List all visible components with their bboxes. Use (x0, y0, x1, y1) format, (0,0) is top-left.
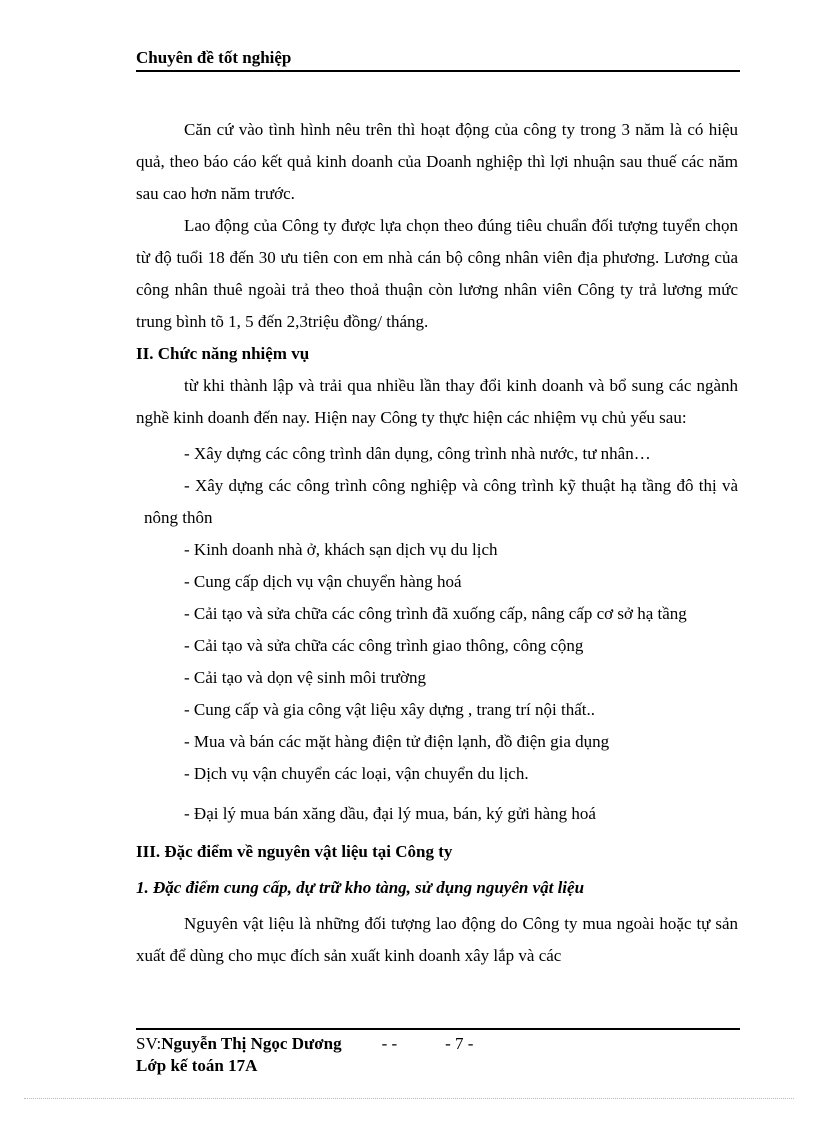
page-number: - 7 - (445, 1034, 474, 1053)
list-item: - Xây dựng các công trình dân dụng, công trình nhà nước, tư nhân… (184, 444, 651, 463)
list-item: - Dịch vụ vận chuyển các loại, vận chuyển du lịch. (184, 764, 529, 783)
list-item: - Đại lý mua bán xăng dầu, đại lý mua, bán, ký gửi hàng hoá (184, 804, 596, 823)
student-name: Nguyễn Thị Ngọc Dương (161, 1034, 342, 1053)
list-item: - Kinh doanh nhà ở, khách sạn dịch vụ du lịch (184, 540, 498, 559)
paragraph: Căn cứ vào tình hình nêu trên thì hoạt động của công ty trong 3 năm là có hiệu quả, theo báo cáo kết quả kinh doanh của Doanh nghiệp thì lợi nhuận sau thuế các năm sau cao hơn năm trước. (136, 120, 738, 203)
footer-dash: - - (381, 1034, 398, 1053)
page-boundary-divider (24, 1098, 794, 1099)
list-item: - Cải tạo và sửa chữa các công trình giao thông, công cộng (184, 636, 584, 655)
list-item: - Cung cấp dịch vụ vận chuyển hàng hoá (184, 572, 462, 591)
paragraph: Nguyên vật liệu là những đối tượng lao động do Công ty mua ngoài hoặc tự sản xuất để dùng cho mục đích sản xuất kinh doanh xây lắp và các (136, 914, 738, 965)
section-heading: II. Chức năng nhiệm vụ (136, 344, 310, 363)
header-title: Chuyên đề tốt nghiệp (136, 48, 292, 67)
paragraph: Lao động của Công ty được lựa chọn theo đúng tiêu chuẩn đối tượng tuyển chọn từ độ tuổi 18 đến 30 ưu tiên con em nhà cán bộ công nhân viên địa phương. Lương của công nhân thuê ngoài trả theo thoả thuận còn lương nhân viên Công ty trả lương mức trung bình tõ 1, 5 đến 2,3triệu đồng/ tháng. (136, 216, 738, 331)
subsection-heading: 1. Đặc điểm cung cấp, dự trữ kho tàng, sử dụng nguyên vật liệu (136, 878, 585, 897)
page-footer (136, 1028, 740, 1077)
page-header (136, 48, 740, 72)
document-body (136, 114, 738, 972)
list-item: - Cải tạo và sửa chữa các công trình đã xuống cấp, nâng cấp cơ sở hạ tầng (184, 604, 687, 623)
sv-label: SV: (136, 1034, 162, 1053)
section-heading: III. Đặc điểm về nguyên vật liệu tại Công ty (136, 842, 453, 861)
paragraph: từ khi thành lập và trải qua nhiều lần thay đổi kinh doanh và bổ sung các ngành nghề kinh doanh đến nay. Hiện nay Công ty thực hiện các nhiệm vụ chủ yếu sau: (136, 376, 738, 427)
list-item: - Xây dựng các công trình công nghiệp và công trình kỹ thuật hạ tầng đô thị và nông thôn (144, 476, 738, 527)
list-item: - Cung cấp và gia công vật liệu xây dựng , trang trí nội thất.. (184, 700, 595, 719)
list-item: - Mua và bán các mặt hàng điện tử điện lạnh, đồ điện gia dụng (184, 732, 610, 751)
list-item: - Cải tạo và dọn vệ sinh môi trường (184, 668, 427, 687)
class-name: Lớp kế toán 17A (136, 1056, 258, 1075)
task-list (136, 438, 738, 830)
